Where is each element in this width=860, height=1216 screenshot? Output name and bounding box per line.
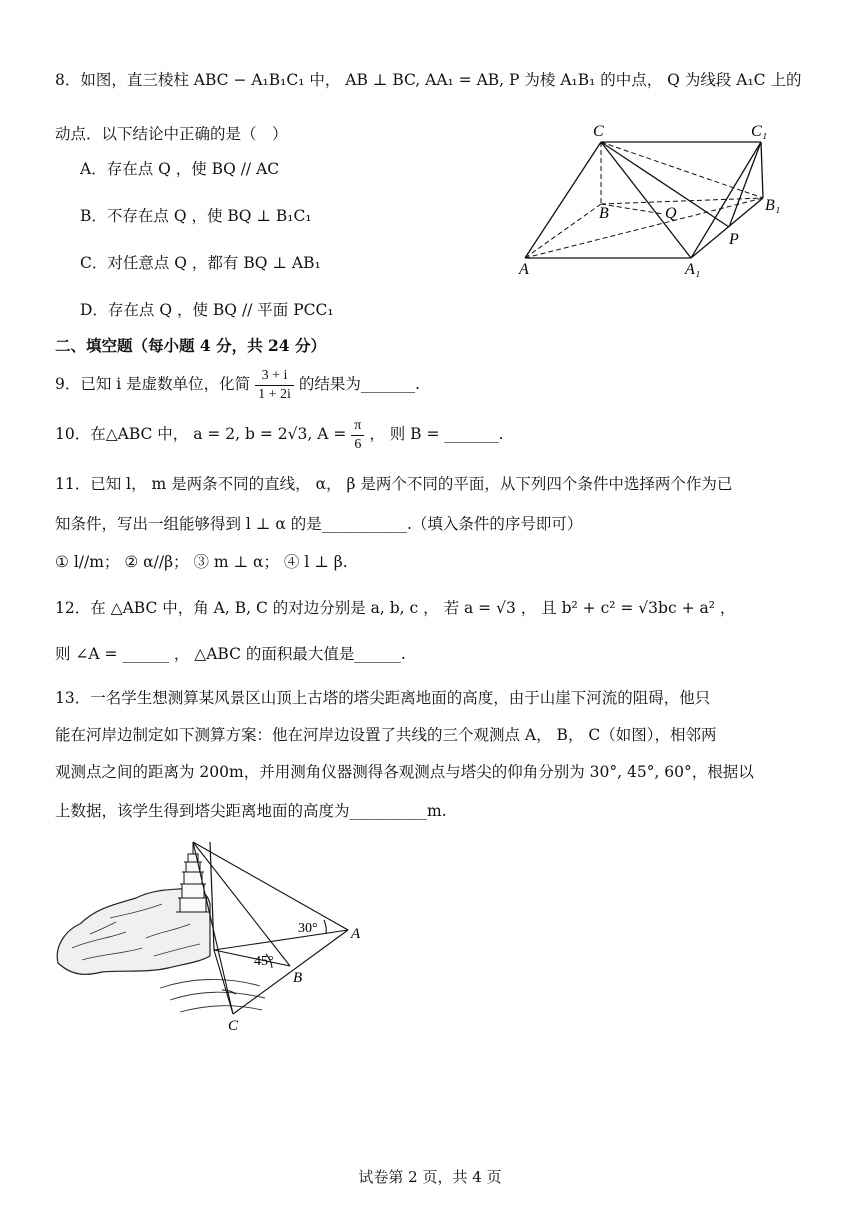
label-b: B bbox=[293, 970, 303, 986]
tower-figure bbox=[50, 838, 370, 1038]
q8-stem-line1: 8．如图，直三棱柱 ABC − A₁B₁C₁ 中， AB ⊥ BC, AA₁ = AB, P 为棱 A₁B₁ 的中点， Q 为线段 A₁C 上的 bbox=[55, 71, 802, 89]
edge-c1-b1 bbox=[761, 142, 763, 198]
q9-frac-den: 1 + 2i bbox=[258, 386, 291, 402]
q13-line2: 能在河岸边制定如下测算方案：他在河岸边设置了共线的三个观测点 A， B， C（如图），相邻两 bbox=[55, 726, 717, 744]
q8-option-b: B．不存在点 Q ，使 BQ ⊥ B₁C₁ bbox=[80, 207, 312, 225]
q13-line1: 13．一名学生想测算某风景区山顶上古塔的塔尖距离地面的高度，由于山崖下河流的阻碍，他只 bbox=[55, 689, 711, 707]
label-a1: A₁ bbox=[685, 261, 701, 278]
observation-line bbox=[233, 930, 348, 1014]
q12-line2: 则 ∠A = ______ ， △ABC 的面积最大值是______. bbox=[55, 645, 406, 663]
edge-c-a1 bbox=[601, 142, 691, 258]
q9 bbox=[55, 364, 420, 404]
q11-line1: 11．已知 l， m 是两条不同的直线， α， β 是两个不同的平面，从下列四个条件中选择两个作为已 bbox=[55, 475, 733, 493]
q11-line3: ① l//m； ② α//β； ③ m ⊥ α； ④ l ⊥ β. bbox=[55, 553, 348, 571]
label-b: B bbox=[599, 205, 609, 222]
prism-figure bbox=[515, 118, 790, 283]
section2-header: 二、填空题（每小题 4 分，共 24 分） bbox=[55, 336, 326, 355]
q11-line2: 知条件，写出一组能够得到 l ⊥ α 的是___________.（填入条件的序号即可） bbox=[55, 515, 583, 533]
label-a: A bbox=[351, 926, 361, 942]
q10-suffix: ， 则 B = _______. bbox=[369, 425, 504, 443]
q8-option-a: A．存在点 Q ，使 BQ // AC bbox=[80, 160, 280, 178]
q10-frac-num: π bbox=[351, 417, 364, 436]
q13-line4: 上数据，该学生得到塔尖距离地面的高度为__________m. bbox=[55, 802, 447, 820]
label-b1: B₁ bbox=[765, 197, 781, 214]
edge-c1-p bbox=[729, 142, 761, 227]
label-c: C bbox=[593, 123, 604, 140]
label-a: A bbox=[519, 261, 529, 278]
angle-45-label: 45° bbox=[254, 954, 274, 969]
q9-fraction bbox=[255, 367, 294, 404]
q9-frac-num: 3 + i bbox=[255, 367, 294, 386]
q10-prefix: 10．在△ABC 中， a = 2, b = 2√3, A = bbox=[55, 425, 347, 443]
q9-suffix: 的结果为_______. bbox=[298, 375, 421, 393]
q8-option-d: D．存在点 Q ，使 BQ // 平面 PCC₁ bbox=[80, 301, 334, 319]
label-p: P bbox=[729, 231, 739, 248]
angle-30-label: 30° bbox=[298, 921, 318, 936]
label-c1: C₁ bbox=[751, 123, 768, 140]
label-q: Q bbox=[665, 205, 677, 222]
q10-fraction bbox=[351, 417, 364, 454]
page-footer: 试卷第 2 页，共 4 页 bbox=[358, 1168, 502, 1186]
edge-c-b1-hidden bbox=[601, 142, 763, 198]
q8-option-c: C．对任意点 Q ，都有 BQ ⊥ AB₁ bbox=[80, 254, 321, 272]
q10 bbox=[55, 414, 504, 454]
label-c: C bbox=[228, 1018, 239, 1034]
q13-line3: 观测点之间的距离为 200m，并用测角仪器测得各观测点与塔尖的仰角分别为 30°, 45°, 60°，根据以 bbox=[55, 763, 754, 781]
pagoda-icon bbox=[176, 842, 210, 912]
sight-line-a bbox=[193, 842, 348, 930]
q9-prefix: 9．已知 i 是虚数单位，化简 bbox=[55, 375, 251, 393]
q8-stem-line2: 动点．以下结论中正确的是（ ） bbox=[55, 125, 288, 143]
q12-line1: 12．在 △ABC 中，角 A, B, C 的对边分别是 a, b, c ， 若 a = √3 ， 且 b² + c² = √3bc + a² ， bbox=[55, 599, 736, 617]
edge-b-a-hidden bbox=[525, 204, 601, 258]
edge-a-c bbox=[525, 142, 601, 258]
q10-frac-den: 6 bbox=[354, 436, 362, 452]
